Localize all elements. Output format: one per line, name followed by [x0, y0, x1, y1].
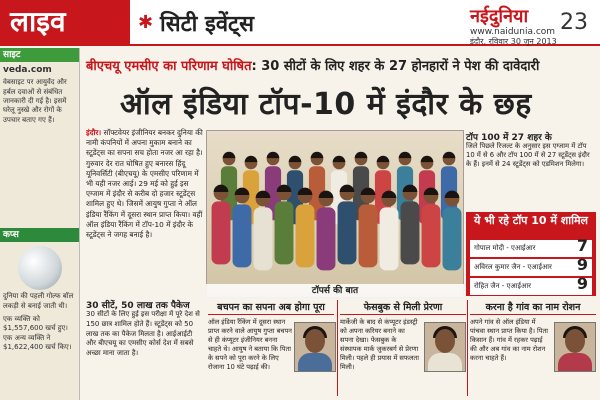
edition-dateline: इंदौर, रविवार 30 जून 2013: [470, 37, 557, 46]
section-title: सिटी इवेंट्स: [160, 12, 255, 37]
left-column-fact: दुनिया की पहली गोल्फ बॉल लकड़ी से बनाई जाती थी।: [3, 292, 74, 310]
left-column: [0, 48, 80, 400]
kicker: [86, 56, 596, 74]
rank-label: एआईआर: [527, 263, 552, 271]
article-body-text: सॉफ्टवेयर इंजीनियर बनकर दुनिया की नामी कंपनियों में अपना मुकाम बनाने का स्टूडेंट्स का सपना सच होता नजर आ रहा है। गुरुवार देर रात घोषित हुए बनारस हिंदू यूनिवर्सिटी (बीएचयू) के एमसीए परिणाम में भी यही नजर आई। 29 मई को हुई इस एग्जाम में इंदौर से करीब दो हजार स्टूडेंट्स शामिल हुए थे। जिसमें आयुष गुप्ता ने ऑल इंडिया रैंकिंग में दूसरा स्थान प्राप्त किया। वहीं ऑल इंडिया रैंकिंग में टॉप-10 में इंदौर के स्टूडेंट्स ने जगह बनाई है।: [86, 128, 203, 240]
rank-name: गोपाल मोदी: [474, 244, 505, 252]
left-column-bar-2: कप्स: [0, 228, 80, 242]
column-divider: [337, 300, 338, 396]
left-column-text: वेबसाइट पर आयुर्वेद और हर्बल दवाओं से संबंधित जानकारी दी गई है। इसमें घरेलू नुस्खे और रोगों के उपचार बताए गए हैं।: [3, 78, 67, 124]
article-dateline: इंदौर।: [86, 128, 102, 137]
column-divider: [467, 300, 468, 396]
side-heading: टॉप 100 में 27 शहर के: [466, 133, 552, 143]
newspaper-brand: नईदुनिया: [470, 6, 529, 27]
website-url: www.naidunia.com: [470, 27, 556, 37]
sub-heading: 30 सीटें, 50 लाख तक पैकेज: [86, 301, 190, 311]
rank-number: 9: [576, 274, 588, 293]
photo-caption: टॉपर्स की बात: [206, 284, 464, 298]
star-icon: ✱: [138, 12, 154, 33]
student-portrait: [554, 322, 596, 372]
golf-ball-image: [18, 246, 62, 290]
rank-row: गोपाल मोदी - एआईआर 7: [470, 240, 592, 257]
rank-row: अविरल कुमार जैन - एआईआर 9: [470, 259, 592, 276]
featured-site: veda.com: [3, 65, 52, 75]
headline: ऑल इंडिया टॉप-10 में इंदौर के छह: [120, 87, 532, 122]
article-body: [86, 128, 204, 296]
section-logo: लाइव: [0, 0, 130, 44]
top10-box-title: ये भी रहे टॉप 10 में शामिल: [473, 214, 589, 227]
story-text: अपने गांव से ऑल इंडिया में पांचवा स्थान प्राप्त किया है। पिता किसान हैं। गांव में रहकर पढ़ाई की और अब गांव का नाम रोशन करना चाहते हैं।: [470, 318, 548, 363]
student-portrait: [424, 322, 466, 372]
rank-name: अविरल कुमार जैन: [474, 263, 521, 271]
left-column-fact-2: एक व्यक्ति को $1,557,600 खर्च हुए। एक अन्य व्यक्ति ने $1,622,400 खर्च किए।: [3, 315, 72, 352]
story-text: ऑल इंडिया रैंकिंग में दूसरा स्थान प्राप्त करने वाले आयुष गुप्ता बचपन से ही कंप्यूटर इंजीनियर बनना चाहते थे। आयुष ने बताया कि पिता के सपने को पूरा करने के लिए रोजाना 10 घंटे पढ़ाई की।: [208, 318, 292, 372]
student-portrait: [294, 322, 336, 372]
rank-number: 9: [576, 255, 588, 274]
story-heading: फेसबुक से मिली प्रेरणा: [340, 300, 466, 315]
students-illustration: [207, 131, 464, 298]
kicker-text: : 30 सीटों के लिए शहर के 27 होनहारों ने पेश की दावेदारी: [251, 59, 540, 74]
story-text: मार्केजी के बाद से कंप्यूटर इंडस्ट्री को अपना करियर बनाने का सपना देखा। फेसबुक के संस्थापक मार्क जुकरबर्ग से प्रेरणा मिली। पहले ही प्रयास में सफलता मिली।: [340, 318, 419, 372]
rank-name: रोहित जैन: [474, 282, 500, 290]
left-column-bar: साइट: [0, 48, 80, 62]
rank-label: एआईआर: [511, 244, 536, 252]
side-text: जिले पिछले रिजल्ट के अनुसार इस एग्जाम में टॉप 10 में से 6 और टॉप 100 में से 27 स्टूडेंट्स इंदौर के हैं। इनमें से 24 स्टूडेंट्स को एडमिशन मिलेगा।: [466, 142, 590, 169]
rank-number: 7: [576, 236, 588, 255]
group-photo: [206, 130, 464, 298]
story-heading: करना है गांव का नाम रोशन: [470, 300, 596, 315]
kicker-highlight: बीएचयू एमसीए का परिणाम घोषित: [86, 59, 252, 74]
sub-body: 30 सीटों के लिए हुई इस परीक्षा में पूरे देश से 150 छात्र शामिल होते हैं। स्टूडेंट्स को 50 लाख तक का पैकेज मिलता है। आईआईटी और बीएचयू का एमसीए कोर्स देश में सबसे अच्छा माना जाता है।: [86, 310, 200, 358]
rank-label: एआईआर: [506, 282, 531, 290]
rank-row: रोहित जैन - एआईआर 9: [470, 278, 592, 295]
page-number: 23: [560, 10, 588, 35]
story-heading: बचपन का सपना अब होगा पूरा: [208, 300, 334, 315]
